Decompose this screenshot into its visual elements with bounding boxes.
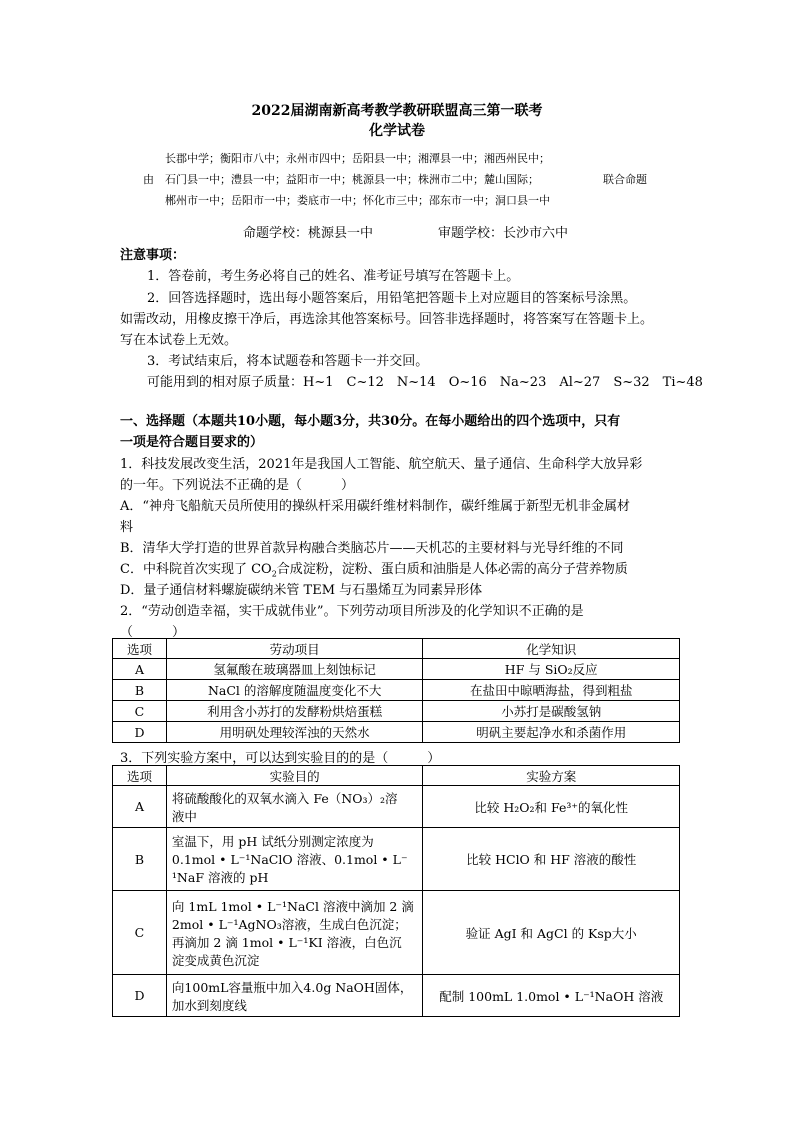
q1-option-c-pre: C．中科院首次实现了 CO xyxy=(120,562,272,577)
cell-line: 淀变成黄色沉淀 xyxy=(171,952,260,968)
notes-heading: 注意事项： xyxy=(120,248,186,263)
q3-header-option: 选项 xyxy=(113,766,167,786)
q3-stem: 3．下列实验方案中，可以达到实验目的的是（ ） xyxy=(120,751,441,766)
exam-subtitle: 化学试卷 xyxy=(369,123,425,139)
note-3: 3．考试结束后，将本试题卷和答题卡一并交回。 xyxy=(147,354,429,369)
q1-option-c xyxy=(120,558,628,577)
q2-table xyxy=(112,638,680,743)
cell-line: ¹NaF 溶液的 pH xyxy=(171,870,269,885)
table-cell xyxy=(166,975,423,1017)
q1-stem: 1．科技发展改变生活，2021年是我国人工智能、航空航天、量子通信、生命科学大放异彩 xyxy=(120,457,643,472)
q2-stem: 2．“劳动创造幸福，实干成就伟业”。下列劳动项目所涉及的化学知识不正确的是 xyxy=(120,604,584,619)
table-cell: HF 与 SiO₂反应 xyxy=(423,659,680,680)
q2-stem-cont: （ ） xyxy=(120,625,186,640)
q2-header-knowledge: 化学知识 xyxy=(423,639,680,659)
q3-table xyxy=(112,765,680,1017)
table-cell: 在盐田中晾晒海盐，得到粗盐 xyxy=(423,680,680,701)
table-cell: 配制 100mL 1.0mol • L⁻¹NaOH 溶液 xyxy=(423,975,680,1017)
section1-heading-cont: 一项是符合题目要求的） xyxy=(120,435,264,450)
note-2: 2．回答选择题时，选出每小题答案后，用铅笔把答题卡上对应题目的答案标号涂黑。 xyxy=(147,291,637,306)
table-cell: D xyxy=(113,722,167,743)
q1-stem-cont: 的一年。下列说法不正确的是（ ） xyxy=(120,478,355,493)
reviewer-school: 审题学校：长沙市六中 xyxy=(438,226,569,241)
q2-header-option: 选项 xyxy=(113,639,167,659)
table-cell: 小苏打是碳酸氢钠 xyxy=(423,701,680,722)
cell-line: 2mol • L⁻¹AgNO₃溶液，生成白色沉淀； xyxy=(171,916,407,932)
table-cell xyxy=(166,786,423,828)
schools-line-1: 长郡中学；衡阳市八中；永州市四中；岳阳县一中；湘潭县一中；湘西州民中； xyxy=(165,152,550,165)
table-cell: 验证 AgI 和 AgCl 的 Ksp大小 xyxy=(423,891,680,975)
section1-heading: 一、选择题（本题共10小题，每小题3分，共30分。在每小题给出的四个选项中，只有 xyxy=(120,414,621,429)
q2-header-project: 劳动项目 xyxy=(166,639,423,659)
table-cell: C xyxy=(113,891,167,975)
cell-line: 向 1mL 1mol • L⁻¹NaCl 溶液中滴加 2 滴 xyxy=(171,898,414,914)
exam-title: 2022届湖南新高考教学教研联盟高三第一联考 xyxy=(251,103,543,119)
schools-line-2: 石门县一中；澧县一中；益阳市一中；桃源县一中；株洲市二中；麓山国际； xyxy=(165,173,539,186)
q1-option-b: B．清华大学打造的世界首款异构融合类脑芯片——天机芯的主要材料与光导纤维的不同 xyxy=(120,541,624,556)
q3-header-purpose: 实验目的 xyxy=(166,766,423,786)
table-cell xyxy=(166,828,423,891)
q1-option-c-post: 合成淀粉，淀粉、蛋白质和油脂是人体必需的高分子营养物质 xyxy=(276,562,628,577)
table-cell: 利用含小苏打的发酵粉烘焙蛋糕 xyxy=(166,701,423,722)
table-cell: D xyxy=(113,975,167,1017)
table-cell: 比较 HClO 和 HF 溶液的酸性 xyxy=(423,828,680,891)
q1-option-a: A．“神舟飞船航天员所使用的操纵杆采用碳纤维材料制作，碳纤维属于新型无机非金属材 xyxy=(120,499,631,514)
q1-option-d: D．量子通信材料螺旋碳纳米管 TEM 与石墨烯互为同素异形体 xyxy=(120,583,483,598)
note-2-cont: 如需改动，用橡皮擦干净后，再选涂其他答案标号。回答非选择题时，将答案写在答题卡上。 xyxy=(120,312,654,327)
table-cell: A xyxy=(113,786,167,828)
note-2-end: 写在本试卷上无效。 xyxy=(120,333,238,348)
schools-line-3: 郴州市一中；岳阳市一中；娄底市一中；怀化市三中；邵东市一中；洞口县一中 xyxy=(165,194,550,207)
table-cell: NaCl 的溶解度随温度变化不大 xyxy=(166,680,423,701)
table-cell: C xyxy=(113,701,167,722)
you-label: 由 xyxy=(143,173,154,186)
table-cell: B xyxy=(113,828,167,891)
joint-label: 联合命题 xyxy=(603,173,647,186)
note-1: 1．答卷前，考生务必将自己的姓名、准考证号填写在答题卡上。 xyxy=(147,269,520,284)
cell-line: 加水到刻度线 xyxy=(171,997,247,1013)
cell-line: 室温下，用 pH 试纸分别测定浓度为 xyxy=(171,834,374,849)
table-cell xyxy=(166,891,423,975)
cell-line: 0.1mol • L⁻¹NaClO 溶液、0.1mol • L⁻ xyxy=(171,852,408,867)
q1-option-c-sub: 2 xyxy=(271,569,277,579)
table-cell: 比较 H₂O₂和 Fe³⁺的氧化性 xyxy=(423,786,680,828)
q3-header-plan: 实验方案 xyxy=(423,766,680,786)
table-cell: B xyxy=(113,680,167,701)
table-cell: 明矾主要起净水和杀菌作用 xyxy=(423,722,680,743)
proposer-school: 命题学校：桃源县一中 xyxy=(243,226,374,241)
q1-option-a-cont: 料 xyxy=(120,520,134,535)
cell-line: 液中 xyxy=(171,808,197,824)
cell-line: 向100mL容量瓶中加入4.0g NaOH固体， xyxy=(171,979,413,995)
cell-line: 再滴加 2 滴 1mol • L⁻¹KI 溶液，白色沉 xyxy=(171,934,402,950)
table-cell: 用明矾处理较浑浊的天然水 xyxy=(166,722,423,743)
cell-line: 将硫酸酸化的双氧水滴入 Fe（NO₃）₂溶 xyxy=(171,790,398,806)
atomic-masses: 可能用到的相对原子质量：H~1 C~12 N~14 O~16 Na~23 Al~27 S~32 Ti~48 xyxy=(147,375,703,390)
table-cell: 氢氟酸在玻璃器皿上刻蚀标记 xyxy=(166,659,423,680)
table-cell: A xyxy=(113,659,167,680)
